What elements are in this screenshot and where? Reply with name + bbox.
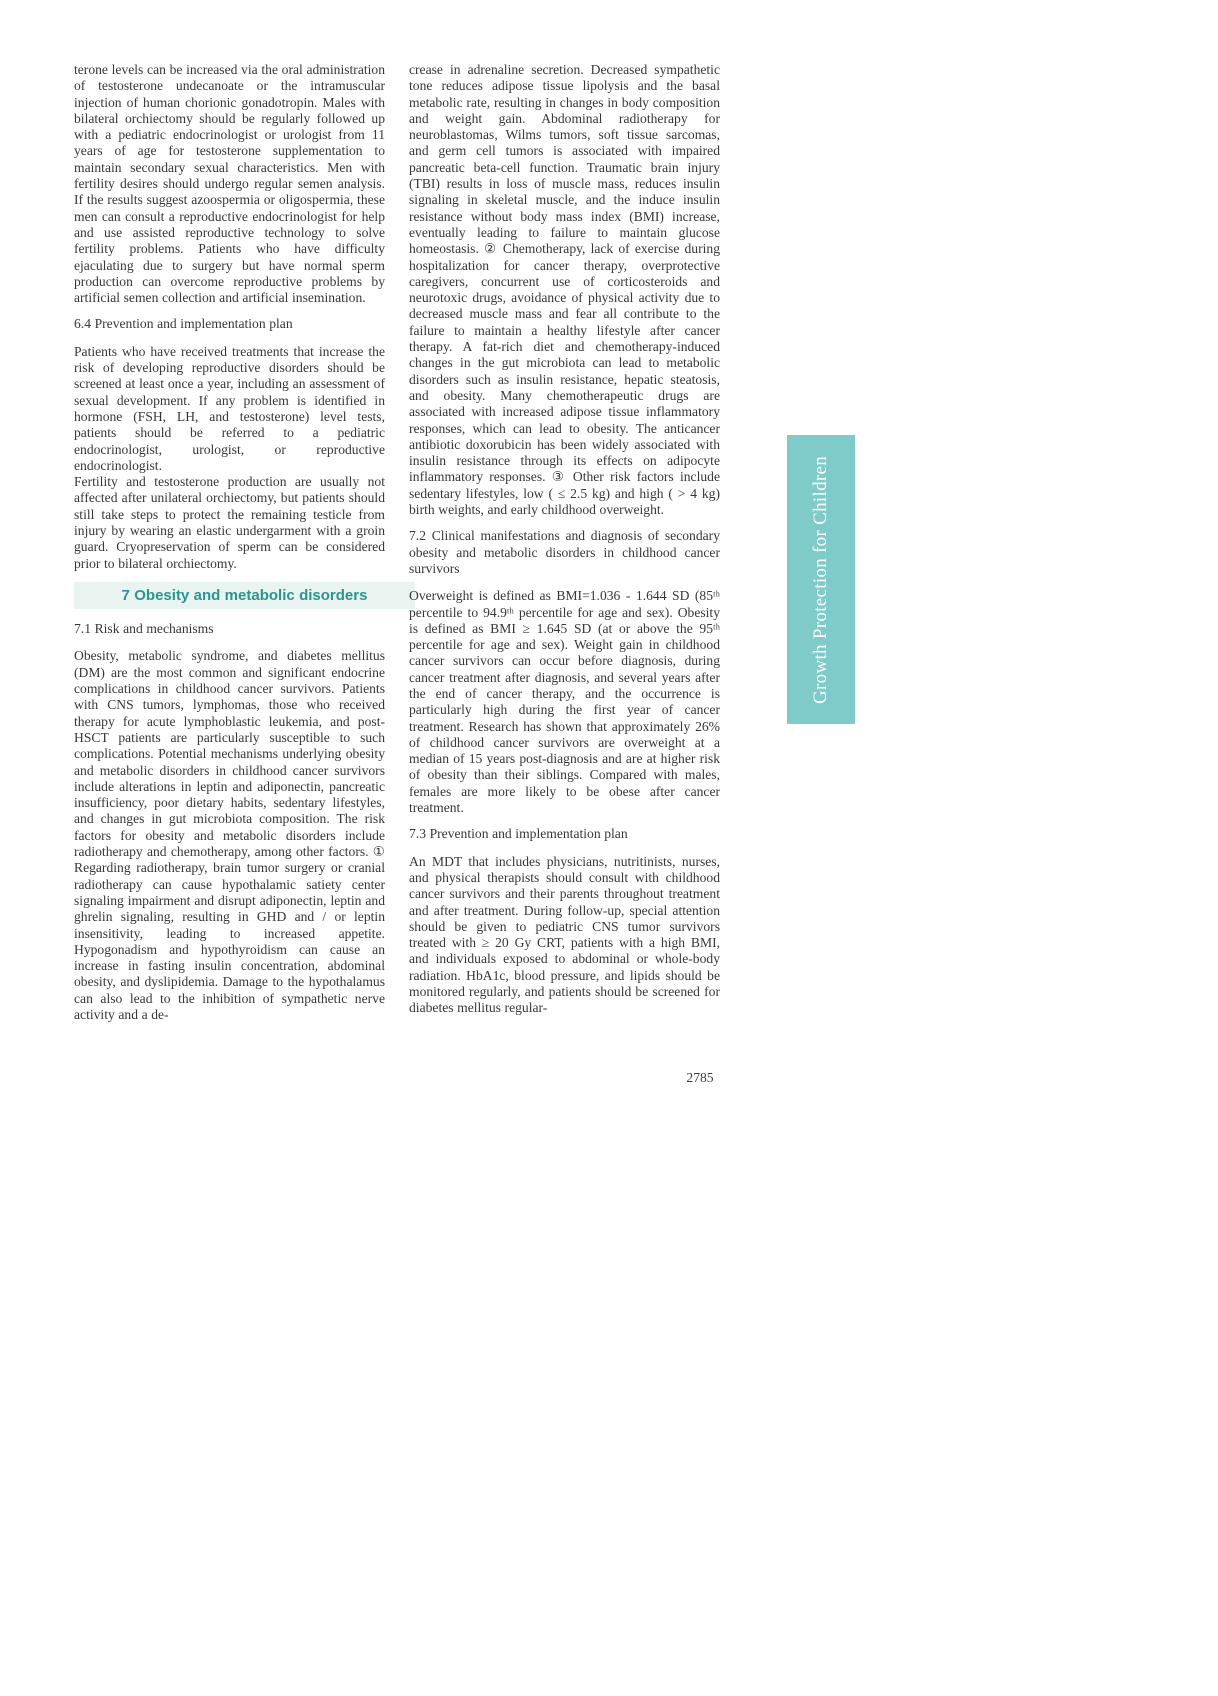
left-column bbox=[74, 62, 385, 1023]
paragraph-6-4-screening: Patients who have received treatments that increase the risk of developing reproductive disorders should be screened at least once a year, including an assessment of sexual development. If any problem is identified in hormone (FSH, LH, and testosterone) level tests, patients should be referred to a pediatric endocrinologist, urologist, or reproductive endocrinologist. bbox=[74, 343, 385, 473]
page-number: 2785 bbox=[686, 1070, 714, 1085]
section-7-heading: 7 Obesity and metabolic disorders bbox=[74, 582, 415, 609]
paragraph-7-1-risk-mechanisms: Obesity, metabolic syndrome, and diabetes mellitus (DM) are the most common and significant endocrine complications in childhood cancer survivors. Patients with CNS tumors, lymphomas, those who received therapy for acute lymphoblastic leukemia, and post-HSCT patients are particularly susceptible to such complications. Potential mechanisms underlying obesity and metabolic disorders in childhood cancer survivors include alterations in leptin and adiponectin, pancreatic insufficiency, poor dietary habits, sedentary lifestyles, and changes in gut microbiota composition. The risk factors for obesity and metabolic disorders include radiotherapy and chemotherapy, among other factors. ① Regarding radiotherapy, brain tumor surgery or cranial radiotherapy can cause hypothalamic satiety center signaling impairment and disrupt adiponectin, leptin and ghrelin signaling, resulting in GHD and / or leptin insensitivity, leading to increased appetite. Hypogonadism and hypothyroidism can cause an increase in fasting insulin concentration, abdominal obesity, and dyslipidemia. Damage to the hypothalamus can also lead to the inhibition of sympathetic nerve activity and a de- bbox=[74, 648, 385, 1022]
right-column bbox=[409, 62, 720, 1017]
subheading-7-1: 7.1 Risk and mechanisms bbox=[74, 621, 214, 637]
paragraph-7-1-continued: crease in adrenaline secretion. Decreased sympathetic tone reduces adipose tissue lipolysis and the basal metabolic rate, resulting in changes in body composition and weight gain. Abdominal radiotherapy for neuroblastomas, Wilms tumors, soft tissue sarcomas, and germ cell tumors is associated with impaired pancreatic beta-cell function. Traumatic brain injury (TBI) results in loss of muscle mass, reduces insulin signaling in skeletal muscle, and the induce insulin resistance without body mass index (BMI) increase, eventually leading to failure to maintain glucose homeostasis. ② Chemotherapy, lack of exercise during hospitalization for cancer therapy, overprotective caregivers, concurrent use of corticosteroids and neurotoxic drugs, avoidance of physical activity due to decreased muscle mass and fear all contribute to the failure to maintain a healthy lifestyle after cancer therapy. A fat-rich diet and chemotherapy-induced changes in the gut microbiota can lead to metabolic disorders such as insulin resistance, hepatic steatosis, and obesity. Many chemotherapeutic drugs are associated with increased adipose tissue inflammatory responses, which can lead to obesity. The anticancer antibiotic doxorubicin has been widely associated with insulin resistance through its effects on adipocyte inflammatory responses. ③ Other risk factors include sedentary lifestyles, low ( ≤ 2.5 kg) and high ( > 4 kg) birth weights, and early childhood overweight. bbox=[409, 62, 720, 518]
chapter-side-tab bbox=[787, 435, 855, 724]
paragraph-7-3-prevention-plan: An MDT that includes physicians, nutritinists, nurses, and physical therapists should consult with childhood cancer survivors and their parents throughout treatment and after treatment. During follow-up, special attention should be given to pediatric CNS tumor survivors treated with ≥ 20 Gy CRT, patients with a high BMI, and individuals exposed to abdominal or whole-body radiation. HbA1c, blood pressure, and lipids should be monitored regularly, and patients should be screened for diabetes mellitus regular- bbox=[409, 853, 720, 1016]
two-column-text-area bbox=[74, 62, 720, 1023]
subheading-7-2: 7.2 Clinical manifestations and diagnosis of secondary obesity and metabolic disorders in childhood cancer survivors bbox=[409, 528, 720, 576]
chapter-side-tab-label: Growth Protection for Children bbox=[810, 455, 831, 704]
paragraph-continuation-section-6-3: terone levels can be increased via the oral administration of testosterone undecanoate or the intramuscular injection of human chorionic gonadotropin. Males with bilateral orchiectomy should be regularly followed up with a pediatric endocrinologist or urologist from 11 years of age for testosterone supplementation to maintain secondary sexual characteristics. Men with fertility desires should undergo regular semen analysis. If the results suggest azoospermia or oligospermia, these men can consult a reproductive endocrinologist for help and use assisted reproductive technology to solve fertility problems. Patients who have difficulty ejaculating due to surgery but have normal sperm production can overcome reproductive problems by artificial semen collection and artificial insemination. bbox=[74, 62, 385, 306]
paragraph-6-4-fertility: Fertility and testosterone production are usually not affected after unilateral orchiectomy, but patients should still take steps to protect the remaining testicle from injury by wearing an elastic undergarment with a groin guard. Cryopreservation of sperm can be considered prior to bilateral orchiectomy. bbox=[74, 474, 385, 571]
subheading-6-4: 6.4 Prevention and implementation plan bbox=[74, 316, 293, 332]
paragraph-7-2-clinical-manifestations: Overweight is defined as BMI=1.036 - 1.644 SD (85ᵗʰ percentile to 94.9ᵗʰ percentile for age and sex). Obesity is defined as BMI ≥ 1.645 SD (at or above the 95ᵗʰ percentile for age and sex). Weight gain in childhood cancer survivors can occur before diagnosis, during cancer treatment after diagnosis, and several years after the end of cancer therapy, and the occurrence is particularly high during the first year of cancer treatment. Research has shown that approximately 26% of childhood cancer survivors are overweight at a median of 15 years post-diagnosis and are at higher risk of obesity than their siblings. Compared with males, females are more likely to be obese after cancer treatment. bbox=[409, 588, 720, 816]
subheading-7-3: 7.3 Prevention and implementation plan bbox=[409, 826, 628, 842]
